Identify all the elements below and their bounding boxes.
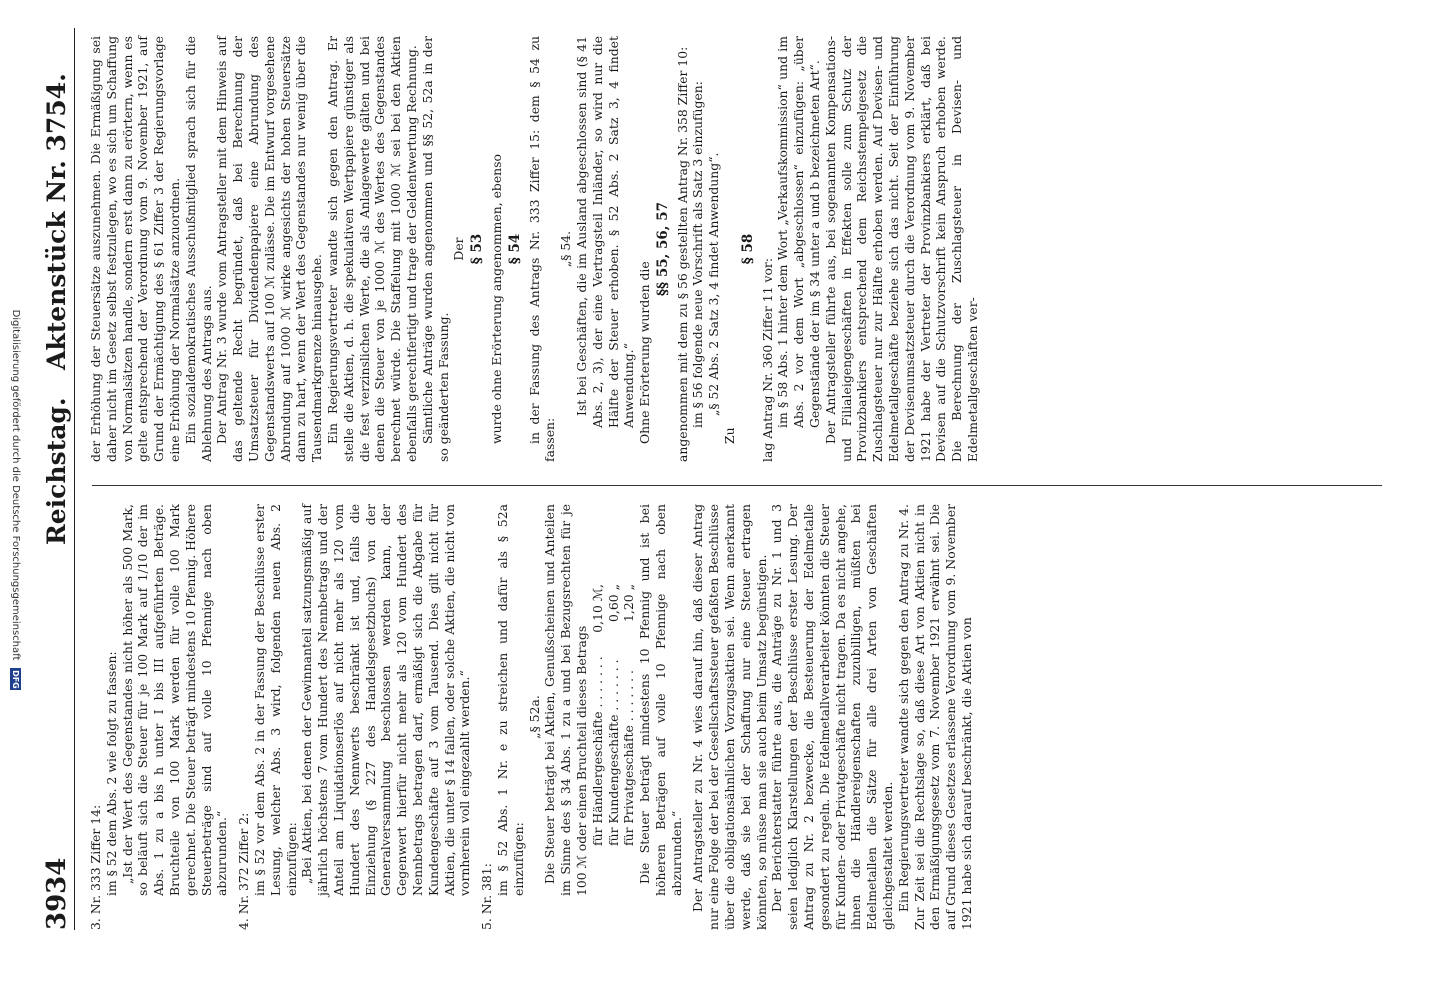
quoted-provision: Die Steuer beträgt mindestens 10 Pfennig und ist bei höheren Beträgen auf volle 10 Pfennige nach oben abzurunden.“	[637, 504, 684, 896]
paragraph: Der Antragsteller führte aus, bei sogenannten Kompensations- und Filialeigengeschäften in Effekten solle zum Schutz der Provinzbankiers entsprechend dem Reichsstempelgesetz die Zuschlagsteuer nur zur Hälfte erhoben werden. Auf Devisen- und Edelmetallgeschäfte beziehe sich das nicht. Seit der Einführung der Devisenumsatzsteuer durch die Verordnung vom 9. November 1921 habe der Vertreter der Provinzbankiers erklärt, daß bei Devisen auf die Schutzvorschrift kein Anspruch erhoben werde. Die Berechnung der Zuschlagsteuer in Devisen- und Edelmetallgeschäften ver-	[822, 36, 981, 462]
motion-5-heading: 5. Nr. 381:	[479, 863, 495, 930]
section-title: Reichstag.	[42, 397, 71, 545]
page-header	[40, 28, 75, 930]
quoted-provision: „§ 52 Abs. 2 Satz 3, 4 findet Anwendung“.	[706, 152, 722, 416]
paragraph: angenommen mit dem zu § 56 gestellten Antrag Nr. 358 Ziffer 10:	[674, 46, 690, 462]
quoted-section-54: „§ 54.	[558, 230, 574, 268]
left-column	[88, 504, 975, 930]
page-number: 3934	[42, 857, 72, 930]
dfg-logo: DFG	[11, 670, 21, 689]
column-divider	[92, 485, 1382, 486]
quoted-provision: Ist bei Geschäften, die im Ausland abgeschlossen sind (§ 41 Abs. 2, 3), der eine Vertragsteil Inländer, so wird nur die Hälfte der Steuer erhoben. § 52 Abs. 2 Satz 3, 4 findet Anwendung.“	[573, 36, 637, 428]
paragraph: Der Antrag Nr. 3 wurde vom Antragsteller mit dem Hinweis auf das geltende Recht begründet, daß bei Berechnung der Umsatzsteuer für Dividendenpapiere eine Abrundung des Gegenstandswerts auf 100 ℳ zulässe. Die im Entwurf vorgesehene Abrundung auf 1000 ℳ wirke angesichts der hohen Steuersätze dann zu hart, wenn der Wert des Gegenstandes nur wenig über die Tausendmarkgrenze hinausgehe.	[214, 36, 325, 462]
paragraph: Ein sozialdemokratisches Ausschußmitglied sprach sich für die Ablehnung des Antrags aus.	[182, 36, 214, 462]
paragraph: im § 52 vor dem Abs. 2 in der Fassung der Beschlüsse erster Lesung, welcher Abs. 3 wird, folgenden neuen Abs. 2 einzufügen:	[251, 504, 299, 896]
paragraph: Ohne Erörterung wurden die	[637, 261, 653, 444]
tax-rate-list	[590, 504, 637, 846]
paragraph: lag Antrag Nr. 360 Ziffer 11 vor:	[759, 257, 775, 462]
paragraph: Der	[451, 237, 467, 261]
paragraph: Sämtliche Anträge wurden angenommen und §§ 52, 52a in der so geänderten Fassung.	[419, 36, 451, 462]
rate-label: für Händlergeschäfte . . . . . . .	[589, 656, 605, 846]
quoted-provision: „Bei Aktien, bei denen der Gewinnanteil satzungsmäßig auf jährlich höchstens 7 vom Hundert des Nennbetrags und der Anteil am Liquidationserlös auf nicht mehr als 120 vom Hundert des Nennwerts beschränkt ist und, falls die Einziehung (§ 227 des Handelsgesetzbuchs) von der Generalversammlung beschlossen werden kann, der Gegenwert hierfür nicht mehr als 120 vom Hundert des Nennbetrags betragen darf, ermäßigt sich die Abgabe für Kundengeschäfte auf 3 vom Tausend. Dies gilt nicht für Aktien, die unter § 14 fallen, oder solche Aktien, die nicht von vornherein voll eingezahlt werden.“	[299, 504, 473, 896]
rate-row	[606, 584, 622, 846]
quoted-provision: „Ist der Wert des Gegenstandes nicht höher als 500 Mark, so beläuft sich die Steuer für je 100 Mark auf 1/10 der im Abs. 1 zu a bis h unter I bis III aufgeführten Beträge. Bruchteile von 100 Mark werden für volle 100 Mark gerechnet. Die Steuer beträgt mindestens 10 Pfennig. Höhere Steuerbeträge sind auf volle 10 Pfennige nach oben abzurunden.“	[119, 504, 230, 896]
rate-row	[590, 584, 606, 846]
paragraph: im § 56 folgende neue Vorschrift als Satz 3 einzufügen:	[690, 81, 706, 428]
credit-text: Digitalisierung gefördert durch die Deutsche Forschungsgemeinschaft	[10, 309, 22, 661]
motion-4-heading: 4. Nr. 372 Ziffer 2:	[236, 812, 252, 930]
paragraph: Der Antragsteller zu Nr. 4 wies darauf hin, daß dieser Antrag nur eine Folge der bei der Gesellschaftssteuer gefaßten Beschlüsse über die obligationsähnlichen Vorzugsaktien sei. Wenn anerkannt werde, daß sie bei der Schaffung nur eine Steuer ertragen könnten, so müsse man sie auch beim Umsatz begünstigen.	[690, 504, 769, 930]
paragraph: der Erhöhung der Steuersätze auszunehmen. Die Ermäßigung sei daher nicht im Gesetz selbst festzulegen, wo es sich um Schaffung von Normalsätzen handle, sondern erst dann zu erörtern, wenn es gelte entsprechend der Verordnung vom 9. November 1921, auf Grund der Ermächtigung des § 61 Ziffer 3 der Regierungsvorlage eine Erhöhung der Normalsätze anzuordnen.	[88, 36, 182, 462]
quoted-provision: Die Steuer beträgt bei Aktien, Genußscheinen und Anteilen im Sinne des § 34 Abs. 1 zu a und bei Bezugsrechten für je 100 ℳ oder einen Bruchteil dieses Betrags	[542, 504, 589, 896]
paragraph: Der Berichterstatter führte aus, die Anträge zu Nr. 1 und 3 seien lediglich Klarstellungen der Beschlüsse erster Lesung. Der Antrag zu Nr. 2 bezwecke, die Besteuerung der Edelmetalle gesondert zu regeln. Die Edelmetallverarbeiter könnten die Steuer für Kunden- oder Privatgeschäfte nicht tragen. Da es nicht angehe, ihnen die Händlereigenschaften zuzubilligen, müßten bei Edelmetallen die Sätze für alle drei Arten von Geschäften gleichgestaltet werden.	[769, 504, 896, 930]
paragraph: in der Fassung des Antrags Nr. 333 Ziffer 15: dem § 54 zu fassen:	[526, 36, 558, 462]
sections-55-57-heading: §§ 55, 56, 57	[654, 202, 671, 296]
rate-value: 0,60 „	[605, 584, 621, 622]
rate-value: 0,10 ℳ,	[589, 584, 605, 633]
rate-label: für Privatgeschäfte . . . . . . .	[621, 670, 637, 846]
paragraph: Zu	[722, 427, 738, 444]
paragraph: wurde ohne Erörterung angenommen, ebenso	[488, 154, 504, 444]
rate-row	[621, 584, 637, 846]
paragraph: Ein Regierungsvertreter wandte sich gegen den Antrag zu Nr. 4. Zur Zeit sei die Rechtslage so, daß diese Art von Aktien nicht in den Ermäßigungsgesetz vom 7. November 1921 erwähnt sei. Die auf Grund dieses Gesetzes erlassene Verordnung vom 9. November 1921 habe sich darauf beschränkt, die Aktien von	[895, 504, 975, 930]
motion-3-heading: 3. Nr. 333 Ziffer 14:	[88, 804, 103, 930]
section-52a-heading: „§ 52a.	[526, 695, 542, 739]
section-54-heading: § 54	[506, 233, 523, 265]
digitization-credit	[8, 0, 24, 1000]
paragraph: Ein Regierungsvertreter wandte sich gegen den Antrag. Er stelle die Aktien, d. h. die spekulativen Wertpapiere günstiger als die fest verzinslichen Werte, die als Anlagewerte gälten und bei denen die Steuer von je 1000 ℳ des Wertes des Gegenstandes berechnet würde. Die Staffelung mit 1000 ℳ sei bei den Aktien ebenfalls gerechtfertigt und trage der Geldentwertung Rechnung.	[324, 36, 419, 462]
paragraph: im § 58 Abs. 1 hinter dem Wort „Verkaufskommission“ und im Abs. 2 vor dem Wort „abgeschlossen“ einzufügen: „über Gegenstände der im § 34 unter a und b bezeichneten Art“.	[775, 36, 823, 428]
paragraph: im § 52 Abs. 1 Nr. e zu streichen und dafür als § 52a einzufügen:	[494, 504, 526, 896]
document-title: Aktenstück Nr. 3754.	[42, 73, 71, 370]
section-58-heading: § 58	[739, 233, 756, 265]
rate-label: für Kundengeschäfte . . . . . . .	[605, 659, 621, 846]
section-53-heading: § 53	[469, 233, 486, 265]
paragraph: im § 52 dem Abs. 2 wie folgt zu fassen:	[103, 651, 119, 896]
rate-value: 1,20 „	[621, 584, 637, 622]
right-column	[88, 36, 981, 462]
